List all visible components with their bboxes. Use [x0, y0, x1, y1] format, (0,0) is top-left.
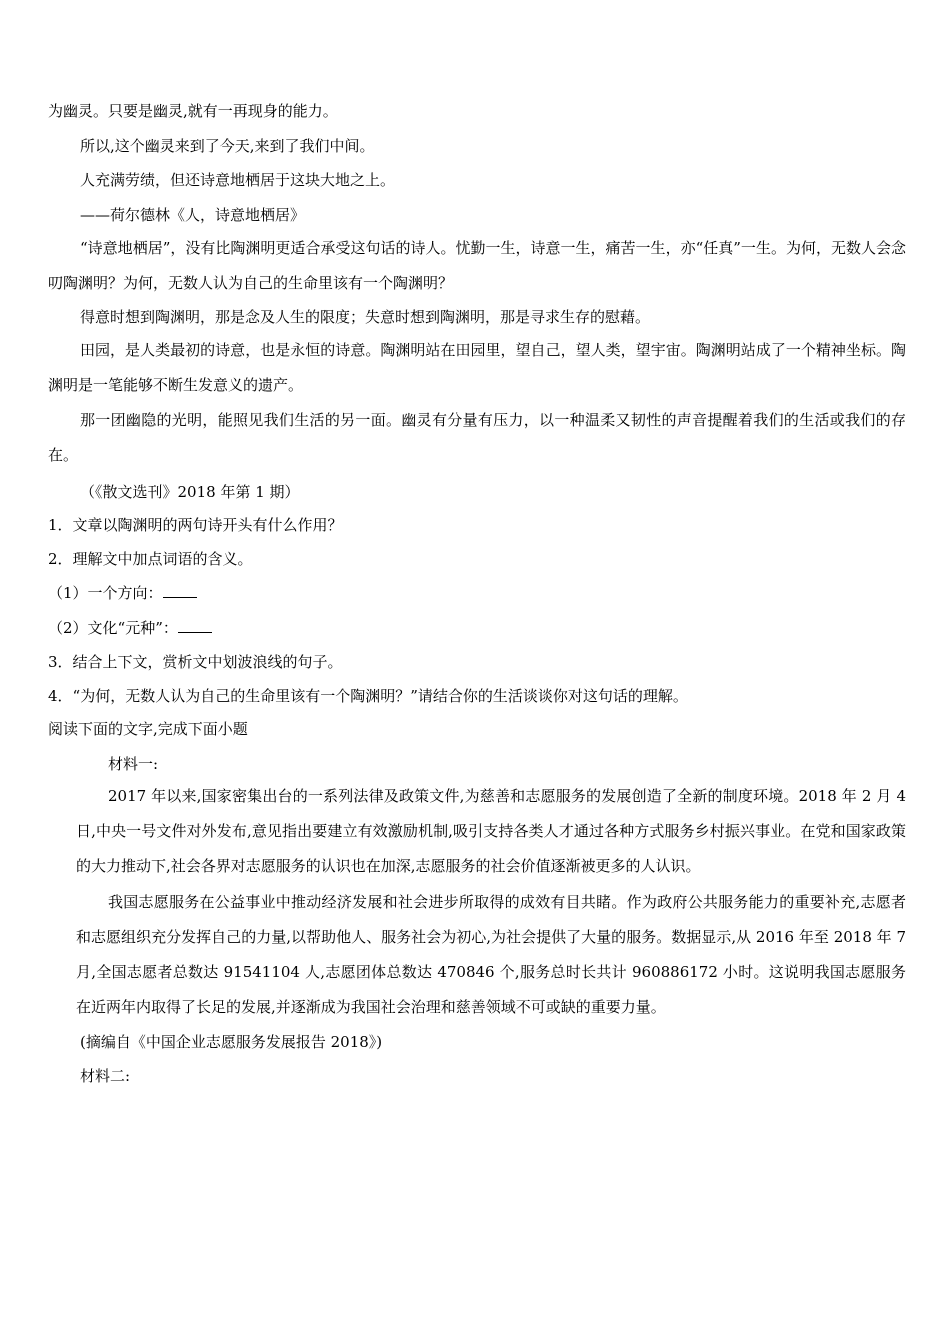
material-1-label: 材料一: — [108, 755, 159, 773]
question-2-2-text: （2）文化“元种”： — [48, 619, 178, 637]
question-2-1-text: （1）一个方向： — [48, 584, 163, 602]
paragraph-service: 我国志愿服务在公益事业中推动经济发展和社会进步所取得的成效有目共睹。作为政府公共服务能力的重要补充,志愿者和志愿组织充分发挥自己的力量,以帮助他人、服务社会为初心,为社会提供了大量的服务。数据显示,从 2016 年至 2018 年 7 月,全国志愿者总数达 91541104 人,志愿团体总数达 470846 个,服务总时长共计 960886172 小时。这说明我国志愿服务在近两年内取得了长足的发展,并逐渐成为我国社会治理和慈善领域不可或缺的重要力量。 — [76, 893, 906, 1016]
reading-intro: 阅读下面的文字,完成下面小题 — [48, 720, 248, 738]
question-2: 2．理解文中加点词语的含义。 — [48, 550, 253, 568]
material-2-label: 材料二: — [80, 1067, 131, 1085]
answer-blank[interactable] — [178, 618, 212, 633]
article-line-ghost: 为幽灵。只要是幽灵,就有一再现身的能力。 — [48, 102, 338, 120]
question-1: 1．文章以陶渊明的两句诗开头有什么作用？ — [48, 516, 343, 534]
question-2-1 — [48, 583, 197, 603]
paragraph-dwell: “诗意地栖居”，没有比陶渊明更适合承受这句话的诗人。忧勤一生，诗意一生，痛苦一生，亦“任真”一生。为何，无数人会念叨陶渊明？为何，无数人认为自己的生命里该有一个陶渊明？ — [48, 239, 906, 292]
paragraph-think: 得意时想到陶渊明，那是念及人生的限度；失意时想到陶渊明，那是寻求生存的慰藉。 — [80, 308, 651, 326]
article-line-today: 所以,这个幽灵来到了今天,来到了我们中间。 — [80, 137, 375, 155]
answer-blank[interactable] — [163, 583, 197, 598]
question-3: 3．结合上下文，赏析文中划波浪线的句子。 — [48, 653, 343, 671]
paragraph-field: 田园，是人类最初的诗意，也是永恒的诗意。陶渊明站在田园里，望自己，望人类，望宇宙。陶渊明站成了一个精神坐标。陶渊明是一笔能够不断生发意义的遗产。 — [48, 341, 906, 394]
question-2-2 — [48, 618, 212, 638]
quote-source: ——荷尔德林《人，诗意地栖居》 — [80, 206, 306, 224]
quote-line: 人充满劳绩，但还诗意地栖居于这块大地之上。 — [80, 171, 396, 189]
article-source: （《散文选刊》2018 年第 1 期） — [80, 483, 300, 501]
paragraph-light: 那一团幽隐的光明，能照见我们生活的另一面。幽灵有分量有压力，以一种温柔又韧性的声音提醒着我们的生活或我们的存在。 — [48, 411, 906, 464]
question-4: 4．“为何，无数人认为自己的生命里该有一个陶渊明？”请结合你的生活谈谈你对这句话的理解。 — [48, 687, 688, 705]
paragraph-policy: 2017 年以来,国家密集出台的一系列法律及政策文件,为慈善和志愿服务的发展创造了全新的制度环境。2018 年 2 月 4 日,中央一号文件对外发布,意见指出要建立有效激励机制,吸引支持各类人才通过各种方式服务乡村振兴事业。在党和国家政策的大力推动下,社会各界对志愿服务的认识也在加深,志愿服务的社会价值逐渐被更多的人认识。 — [76, 787, 906, 875]
reading-source: (摘编自《中国企业志愿服务发展报告 2018》) — [80, 1033, 383, 1051]
